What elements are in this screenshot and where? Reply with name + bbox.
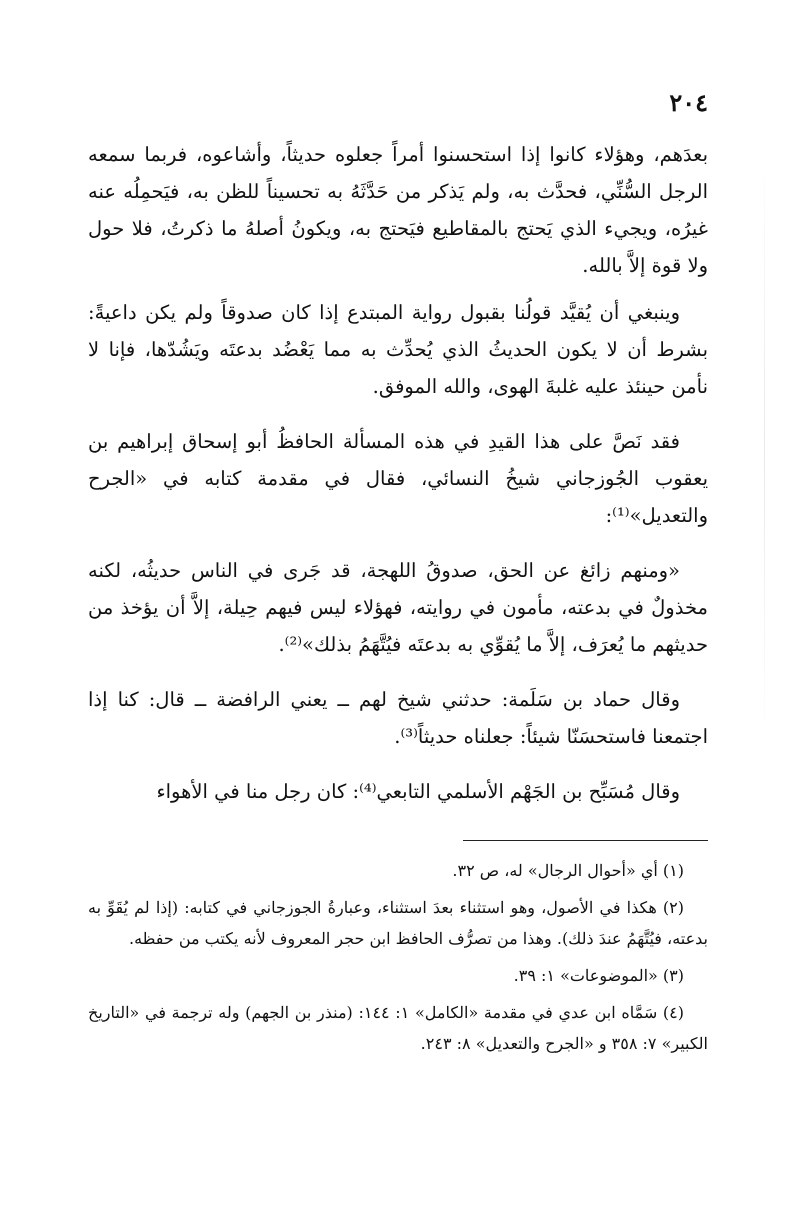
footnote-4: (٤) سَمَّاه ابن عدي في مقدمة «الكامل» ١: ١٤٤: (منذر بن الجهم) وله ترجمة في «التاريخ الكبير» ٧: ٣٥٨ و «الجرح والتعديل» ٨: ٢٤٣.	[88, 1003, 708, 1053]
paragraph-6: وقال مُسَبِّح بن الجَهْم الأسلمي التابعي⁽⁴⁾: كان رجل منا في الأهواء	[156, 780, 680, 803]
page-number: ٢٠٤	[669, 88, 708, 117]
footnote-1: (١) أي «أحوال الرجال» له، ص ٣٢.	[452, 861, 684, 880]
footnote-divider	[463, 840, 708, 841]
scan-edge-shadow	[764, 150, 765, 750]
book-page	[88, 88, 708, 1065]
footnote-3: (٣) «الموضوعات» ١: ٣٩.	[513, 966, 684, 985]
paragraph-1: بعدَهم، وهؤلاء كانوا إذا استحسنوا أمراً جعلوه حديثاً، وأشاعوه، فربما سمعه الرجل السُّنِّي، فحدَّث به، ولم يَذكر من حَدَّثَهُ به تحسيناً للظن به، فيَحمِلُه عنه غيرُه، ويجيء الذي يَحتج بالمقاطيع فيَحتج به، ويكونُ أصلهُ ما ذكرتُ، فلا حول ولا قوة إلاَّ بالله.	[88, 143, 708, 277]
footnote-2: (٢) هكذا في الأصول، وهو استثناء بعدَ استثناء، وعبارةُ الجوزجاني في كتابه: (إذا لم يُقَوِّ به بدعته، فيُتَّهَمُ عندَ ذلك). وهذا من تصرُّف الحافظ ابن حجر المعروف لأنه يكتب من حفظه.	[88, 898, 708, 948]
paragraph-2: وينبغي أن يُقيَّد قولُنا بقبول رواية المبتدع إذا كان صدوقاً ولم يكن داعيةً: بشرط أن لا يكون الحديثُ الذي يُحدِّث به مما يَعْضُد بدعتَه ويَشُدّها، فإنا لا نأمن حينئذ عليه غلبةَ الهوى، والله الموفق.	[88, 301, 708, 398]
paragraph-3: فقد نَصَّ على هذا القيدِ في هذه المسألة الحافظُ أبو إسحاق إبراهيم بن يعقوب الجُوزجاني شيخُ النسائي، فقال في مقدمة كتابه في «الجرح والتعديل»⁽¹⁾:	[88, 430, 708, 527]
paragraph-4-quote: «ومنهم زائغ عن الحق، صدوقُ اللهجة، قد جَرى في الناس حديثُه، لكنه مخذولٌ في بدعته، مأمون في روايته، فهؤلاء ليس فيهم حِيلة، إلاَّ أن يؤخذ من حديثهم ما يُعرَف، إلاَّ ما يُقوِّي به بدعتَه فيُتَّهَمُ بذلك»⁽²⁾.	[88, 559, 708, 656]
paragraph-5: وقال حماد بن سَلَمة: حدثني شيخ لهم ــ يعني الرافضة ــ قال: كنا إذا اجتمعنا فاستحسَنّا شيئاً: جعلناه حديثاً⁽³⁾.	[88, 688, 708, 748]
